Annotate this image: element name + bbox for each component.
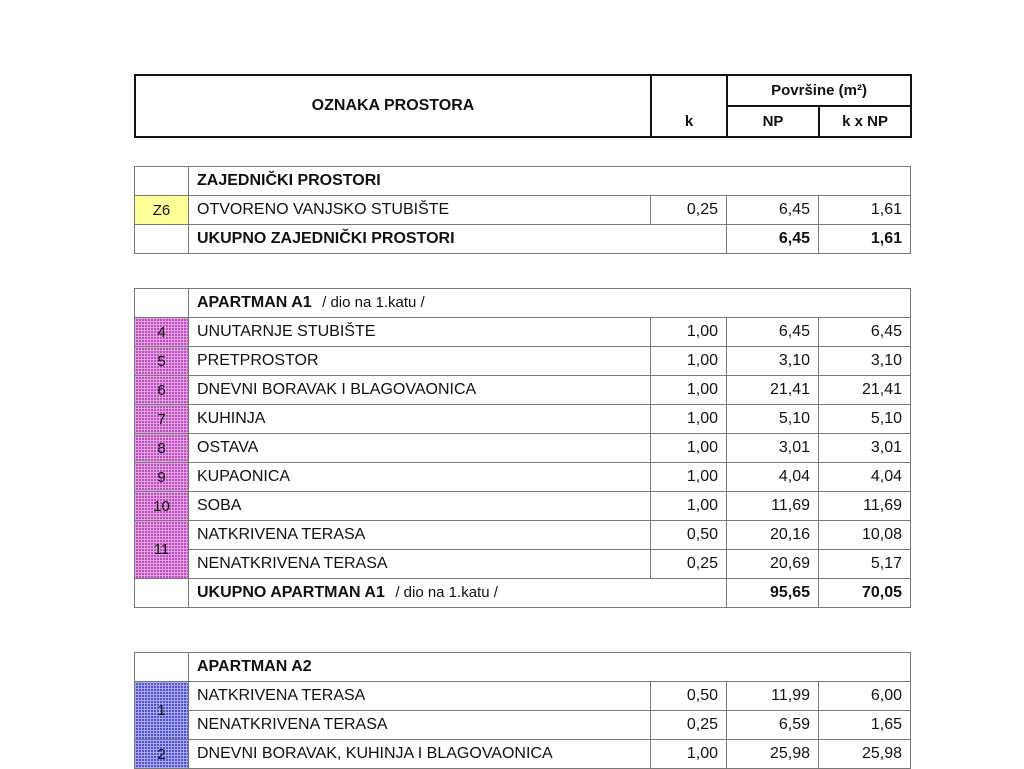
room-id: 9 [135, 463, 189, 492]
room-np: 6,45 [727, 318, 819, 347]
room-id: 10 [135, 492, 189, 521]
room-id: 11 [135, 521, 189, 579]
room-knp: 6,45 [819, 318, 911, 347]
empty-cell [135, 225, 189, 254]
column-header-k [651, 75, 727, 137]
room-k: 0,25 [651, 711, 727, 740]
room-knp: 25,98 [819, 740, 911, 769]
table-row [135, 318, 911, 347]
section-title-row [135, 653, 911, 682]
room-np: 3,01 [727, 434, 819, 463]
room-k: 1,00 [651, 347, 727, 376]
table-row [135, 740, 911, 769]
room-knp: 10,08 [819, 521, 911, 550]
table-row [135, 492, 911, 521]
room-k: 0,50 [651, 521, 727, 550]
table-header [134, 74, 912, 138]
room-name: NATKRIVENA TERASA [189, 682, 651, 711]
room-knp: 11,69 [819, 492, 911, 521]
room-name: OSTAVA [189, 434, 651, 463]
room-name: KUHINJA [189, 405, 651, 434]
total-label-text: UKUPNO APARTMAN A1 [197, 584, 385, 601]
room-knp: 5,10 [819, 405, 911, 434]
section-subtitle: / dio na 1.katu / [322, 294, 425, 311]
room-id: 4 [135, 318, 189, 347]
room-k: 1,00 [651, 463, 727, 492]
column-header-np: NP [727, 106, 819, 137]
room-np: 4,04 [727, 463, 819, 492]
room-np: 6,59 [727, 711, 819, 740]
column-header-knp: k x NP [819, 106, 911, 137]
room-k: 1,00 [651, 376, 727, 405]
room-id: 1 [135, 682, 189, 740]
room-knp: 4,04 [819, 463, 911, 492]
room-knp: 3,10 [819, 347, 911, 376]
empty-cell [135, 579, 189, 608]
room-np: 11,99 [727, 682, 819, 711]
table-row [135, 434, 911, 463]
total-knp: 70,05 [819, 579, 911, 608]
room-id: 2 [135, 740, 189, 769]
table-row [135, 196, 911, 225]
room-k: 1,00 [651, 740, 727, 769]
room-np: 20,69 [727, 550, 819, 579]
room-k: 0,25 [651, 196, 727, 225]
table-row [135, 711, 911, 740]
room-k: 1,00 [651, 318, 727, 347]
room-knp: 21,41 [819, 376, 911, 405]
room-np: 11,69 [727, 492, 819, 521]
total-np: 95,65 [727, 579, 819, 608]
table-row [135, 347, 911, 376]
column-header-povrsine: Površine (m²) [727, 75, 911, 106]
room-name: SOBA [189, 492, 651, 521]
room-np: 25,98 [727, 740, 819, 769]
room-k: 0,25 [651, 550, 727, 579]
room-name: PRETPROSTOR [189, 347, 651, 376]
room-id: 5 [135, 347, 189, 376]
room-name: NATKRIVENA TERASA [189, 521, 651, 550]
room-np: 6,45 [727, 196, 819, 225]
room-name: NENATKRIVENA TERASA [189, 550, 651, 579]
total-label [189, 579, 727, 608]
room-id: Z6 [135, 196, 189, 225]
section-title [189, 289, 911, 318]
room-id: 8 [135, 434, 189, 463]
section-apartman-a2 [134, 652, 911, 769]
room-knp: 1,61 [819, 196, 911, 225]
total-label: UKUPNO ZAJEDNIČKI PROSTORI [189, 225, 727, 254]
empty-cell [135, 167, 189, 196]
column-header-oznaka: OZNAKA PROSTORA [135, 75, 651, 137]
room-knp: 1,65 [819, 711, 911, 740]
section-apartman-a1 [134, 288, 911, 608]
room-k: 1,00 [651, 434, 727, 463]
table-row [135, 550, 911, 579]
room-id: 6 [135, 376, 189, 405]
total-row [135, 225, 911, 254]
room-name: DNEVNI BORAVAK I BLAGOVAONICA [189, 376, 651, 405]
room-k: 1,00 [651, 492, 727, 521]
room-name: DNEVNI BORAVAK, KUHINJA I BLAGOVAONICA [189, 740, 651, 769]
room-k: 1,00 [651, 405, 727, 434]
room-np: 5,10 [727, 405, 819, 434]
room-knp: 5,17 [819, 550, 911, 579]
empty-cell [135, 653, 189, 682]
table-row [135, 463, 911, 492]
total-subtitle: / dio na 1.katu / [395, 584, 498, 601]
room-name: KUPAONICA [189, 463, 651, 492]
section-title: ZAJEDNIČKI PROSTORI [189, 167, 911, 196]
section-title-row [135, 167, 911, 196]
room-k: 0,50 [651, 682, 727, 711]
room-name: OTVORENO VANJSKO STUBIŠTE [189, 196, 651, 225]
section-title-text: APARTMAN A1 [197, 294, 312, 311]
empty-cell [135, 289, 189, 318]
k-label: k [684, 113, 694, 130]
room-name: NENATKRIVENA TERASA [189, 711, 651, 740]
table-row [135, 376, 911, 405]
room-knp: 3,01 [819, 434, 911, 463]
table-row [135, 405, 911, 434]
section-zajednicki-prostori [134, 166, 911, 254]
table-row [135, 521, 911, 550]
room-np: 3,10 [727, 347, 819, 376]
total-row [135, 579, 911, 608]
section-title-row [135, 289, 911, 318]
room-knp: 6,00 [819, 682, 911, 711]
room-np: 20,16 [727, 521, 819, 550]
total-knp: 1,61 [819, 225, 911, 254]
section-title: APARTMAN A2 [189, 653, 911, 682]
table-row [135, 682, 911, 711]
room-id: 7 [135, 405, 189, 434]
room-np: 21,41 [727, 376, 819, 405]
total-np: 6,45 [727, 225, 819, 254]
room-name: UNUTARNJE STUBIŠTE [189, 318, 651, 347]
